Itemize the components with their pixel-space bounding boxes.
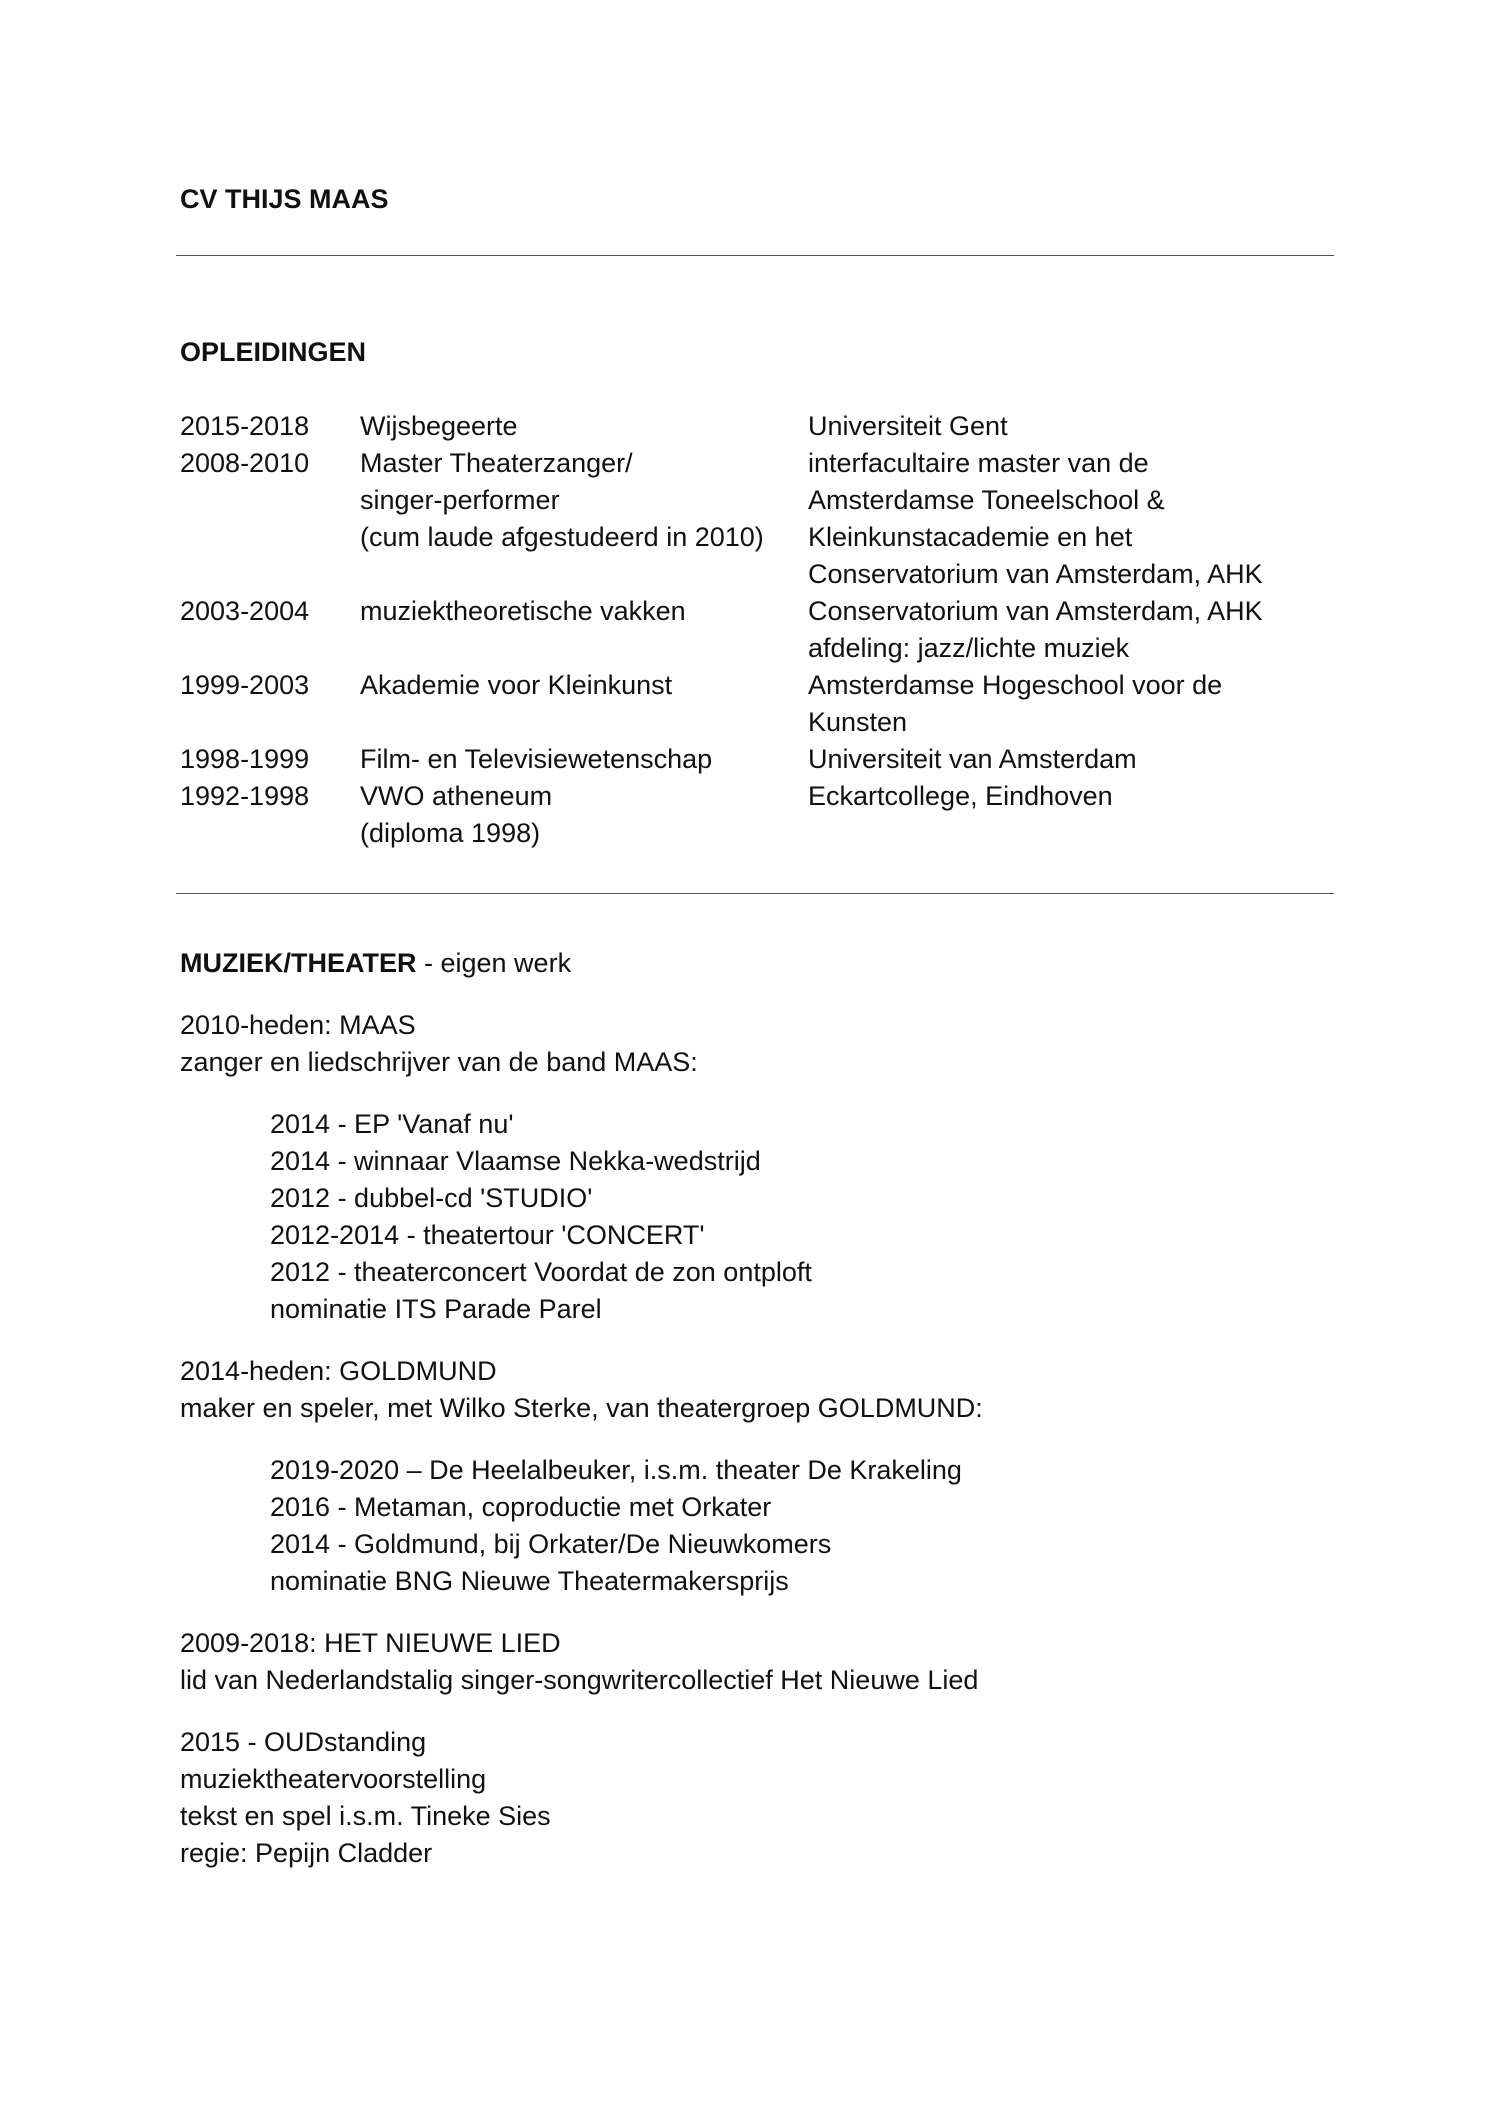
program-line: Film- en Televisiewetenschap — [360, 744, 713, 774]
education-years: 1998-1999 — [180, 744, 310, 774]
list-item: 2014 - EP 'Vanaf nu' — [270, 1109, 514, 1139]
work-entry-goldmund — [180, 1353, 1335, 1600]
education-row — [180, 778, 1335, 852]
work-entry-het-nieuwe-lied — [180, 1625, 1335, 1699]
list-item: 2016 - Metaman, coproductie met Orkater — [270, 1492, 772, 1522]
institution-line: interfacultaire master van de — [808, 448, 1149, 478]
education-years: 1999-2003 — [180, 670, 310, 700]
program-line: (cum laude afgestudeerd in 2010) — [360, 522, 764, 552]
education-years: 2003-2004 — [180, 596, 310, 626]
education-row — [180, 741, 1335, 778]
education-program — [360, 593, 808, 667]
work-entry-line: tekst en spel i.s.m. Tineke Sies — [180, 1801, 551, 1831]
work-entry-description: zanger en liedschrijver van de band MAAS: — [180, 1047, 698, 1077]
program-line: muziektheoretische vakken — [360, 596, 686, 626]
institution-line: Universiteit Gent — [808, 411, 1008, 441]
education-years: 1992-1998 — [180, 781, 310, 811]
document-title: CV THIJS MAAS — [180, 184, 389, 214]
institution-line: Universiteit van Amsterdam — [808, 744, 1137, 774]
program-line: VWO atheneum — [360, 781, 553, 811]
education-table — [180, 408, 1335, 852]
education-institution — [808, 445, 1335, 593]
work-entry-oudstanding — [180, 1724, 1335, 1872]
work-entry-maas — [180, 1007, 1335, 1328]
institution-line: Amsterdamse Toneelschool & — [808, 485, 1165, 515]
education-institution — [808, 741, 1335, 778]
education-program — [360, 445, 808, 593]
education-years: 2015-2018 — [180, 411, 310, 441]
work-entry-description: maker en speler, met Wilko Sterke, van theatergroep GOLDMUND: — [180, 1393, 983, 1423]
education-row — [180, 667, 1335, 741]
institution-line: Amsterdamse Hogeschool voor de — [808, 670, 1223, 700]
work-entry-line: muziektheatervoorstelling — [180, 1764, 487, 1794]
list-item: 2019-2020 – De Heelalbeuker, i.s.m. theater De Krakeling — [270, 1455, 962, 1485]
work-entry-description: lid van Nederlandstalig singer-songwritercollectief Het Nieuwe Lied — [180, 1665, 979, 1695]
institution-line: afdeling: jazz/lichte muziek — [808, 633, 1130, 663]
work-entry-title: 2015 - OUDstanding — [180, 1727, 427, 1757]
program-line: Akademie voor Kleinkunst — [360, 670, 673, 700]
music-theater-heading-bold: MUZIEK/THEATER — [180, 948, 417, 978]
divider — [176, 893, 1334, 894]
education-row — [180, 593, 1335, 667]
work-entry-line: regie: Pepijn Cladder — [180, 1838, 433, 1868]
work-entry-title: 2009-2018: HET NIEUWE LIED — [180, 1628, 561, 1658]
education-heading-text: OPLEIDINGEN — [180, 337, 367, 367]
institution-line: Conservatorium van Amsterdam, AHK — [808, 559, 1263, 589]
music-theater-heading — [180, 945, 571, 982]
education-institution — [808, 593, 1335, 667]
education-institution — [808, 778, 1335, 852]
education-program — [360, 778, 808, 852]
goldmund-productions — [180, 1452, 1335, 1600]
list-item: nominatie ITS Parade Parel — [270, 1294, 602, 1324]
divider — [176, 255, 1334, 256]
institution-line: Conservatorium van Amsterdam, AHK — [808, 596, 1263, 626]
music-theater-heading-suffix: - eigen werk — [416, 948, 572, 978]
program-line: Master Theaterzanger/ — [360, 448, 633, 478]
list-item: 2012 - dubbel-cd 'STUDIO' — [270, 1183, 593, 1213]
list-item: 2014 - Goldmund, bij Orkater/De Nieuwkomers — [270, 1529, 832, 1559]
institution-line: Kunsten — [808, 707, 908, 737]
education-row — [180, 408, 1335, 445]
cv-page — [180, 0, 1335, 2122]
education-program — [360, 408, 808, 445]
program-line: Wijsbegeerte — [360, 411, 518, 441]
work-entry-title: 2010-heden: MAAS — [180, 1010, 416, 1040]
list-item: nominatie BNG Nieuwe Theatermakersprijs — [270, 1566, 789, 1596]
institution-line: Eckartcollege, Eindhoven — [808, 781, 1113, 811]
education-heading — [180, 334, 366, 371]
work-entry-title: 2014-heden: GOLDMUND — [180, 1356, 497, 1386]
education-institution — [808, 667, 1335, 741]
list-item: 2012 - theaterconcert Voordat de zon ontploft — [270, 1257, 812, 1287]
institution-line: Kleinkunstacademie en het — [808, 522, 1133, 552]
education-program — [360, 667, 808, 741]
education-row — [180, 445, 1335, 593]
list-item: 2012-2014 - theatertour 'CONCERT' — [270, 1220, 705, 1250]
education-institution — [808, 408, 1335, 445]
music-theater-list — [180, 1007, 1335, 1897]
program-line: singer-performer — [360, 485, 560, 515]
list-item: 2014 - winnaar Vlaamse Nekka-wedstrijd — [270, 1146, 761, 1176]
education-years: 2008-2010 — [180, 448, 310, 478]
education-program — [360, 741, 808, 778]
maas-achievements — [180, 1106, 1335, 1328]
program-line: (diploma 1998) — [360, 818, 541, 848]
